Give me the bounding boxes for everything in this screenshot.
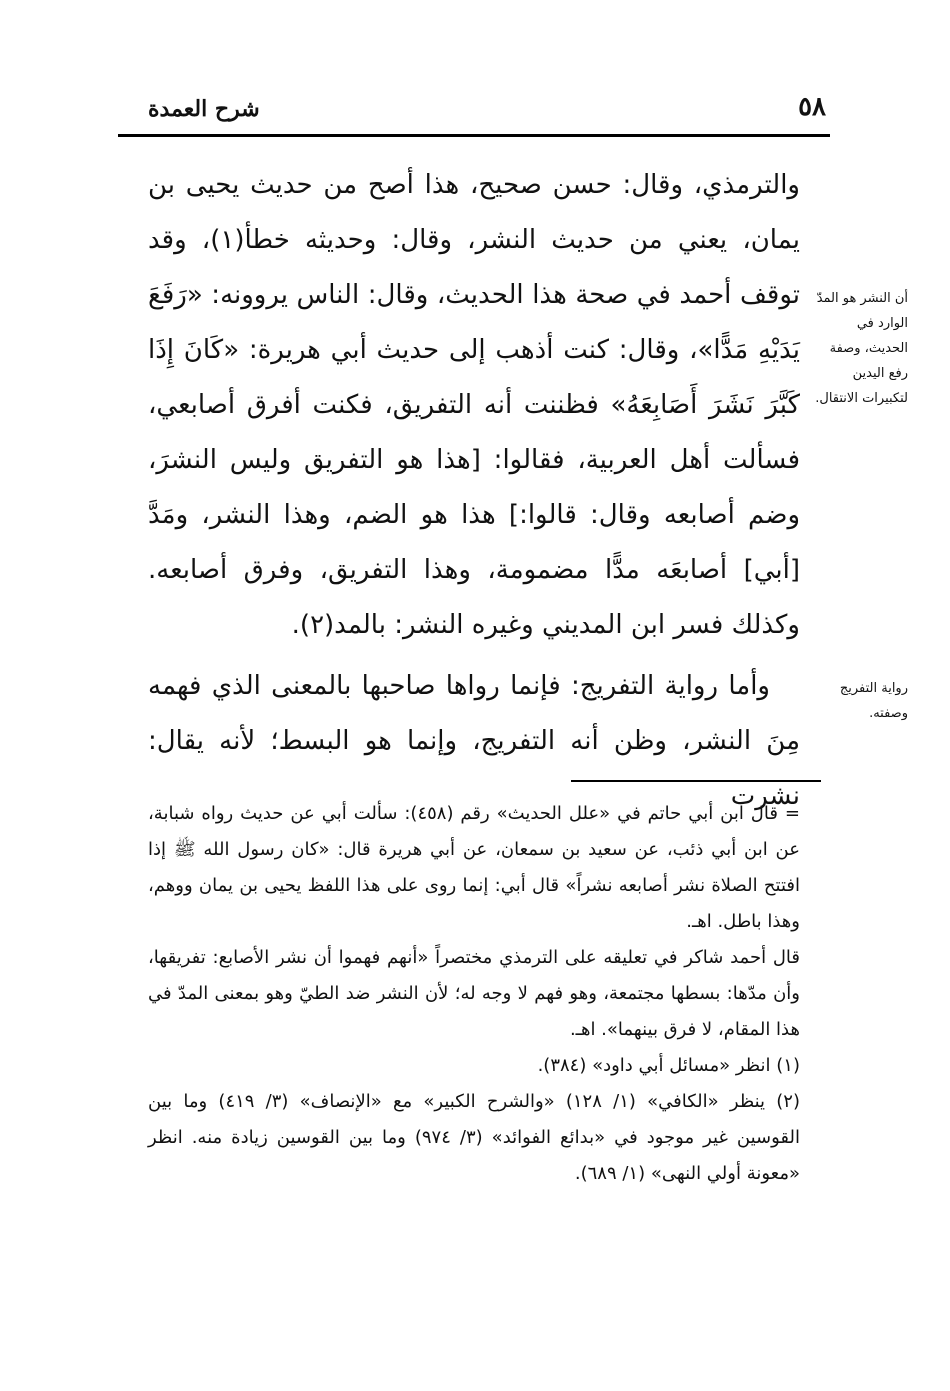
main-paragraph: والترمذي، وقال: حسن صحيح، هذا أصح من حديث يحيى بن يمان، يعني من حديث النشر، وقال: وحديثه خطأ(١)، وقد توقف أحمد في صحة هذا الحديث، وقال: الناس يروونه: «رَفَعَ يَدَيْهِ مَدًّا»، وقال: كنت أذهب إلى حديث أبي هريرة: «كَانَ إِذَا كَبَّرَ نَشَرَ أَصَابِعَهُ» فظننت أنه التفريق، فكنت أفرق أصابعي، فسألت أهل العربية، فقالوا: [هذا هو التفريق وليس النشرَ، وضم أصابعه وقال: قالوا:] هذا هو الضم، وهذا النشر، ومَدَّ [أبي] أصابعَه مدًّا مضمومة، وهذا التفريق، وفرق أصابعه. وكذلك فسر ابن المديني وغيره النشر: بالمد(٢). — [148, 170, 800, 640]
footnote-2: (٢) ينظر «الكافي» (١/ ١٢٨) «والشرح الكبير» مع «الإنصاف» (٣/ ٤١٩) وما بين القوسين غير موجود في «بدائع الفوائد» (٣/ ٩٧٤) وما بين القوسين زيادة منه. انظر «معونة أولي النهى» (١/ ٦٨٩). — [148, 1091, 800, 1184]
margin-note: أن النشر هو المدّ الوارد في الحديث، وصفة رفع اليدين لتكبيرات الانتقال. — [815, 291, 908, 406]
footnotes — [148, 796, 800, 1192]
header-rule — [118, 134, 830, 137]
footnote-1: (١) انظر «مسائل أبي داود» (٣٨٤). — [537, 1055, 800, 1076]
main-text — [148, 158, 800, 824]
margin-note: رواية التفريج وصفته. — [839, 681, 908, 721]
footnote-separator — [571, 780, 821, 782]
footnote-text: قال أحمد شاكر في تعليقه على الترمذي مختصراً «أنهم فهموا أن نشر الأصابع: تفريقها، وأن مدّها: بسطها مجتمعة، وهو فهم لا وجه له؛ لأن النشر ضد الطيّ وهو بمعنى المدّ في هذا المقام، لا فرق بينهما». اهـ. — [148, 947, 800, 1040]
page-number: ٥٨ — [798, 92, 826, 122]
main-paragraph: وأما رواية التفريج: فإنما رواها صاحبها بالمعنى الذي فهمه مِنَ النشر، وظن أنه التفريج، وإنما هو البسط؛ لأنه يقال: نشرت — [148, 671, 800, 811]
running-title: شرح العمدة — [148, 96, 260, 122]
page-header — [118, 92, 830, 132]
footnote-continuation: = قال ابن أبي حاتم في «علل الحديث» رقم (٤٥٨): سألت أبي عن حديث رواه شبابة، عن ابن أبي ذئب، عن سعيد بن سمعان، عن أبي هريرة قال: «كان رسول الله ﷺ إذا افتتح الصلاة نشر أصابعه نشراً» قال أبي: إنما روى على هذا اللفظ يحيى بن يمان ووهم، وهذا باطل. اهـ. — [148, 803, 800, 932]
